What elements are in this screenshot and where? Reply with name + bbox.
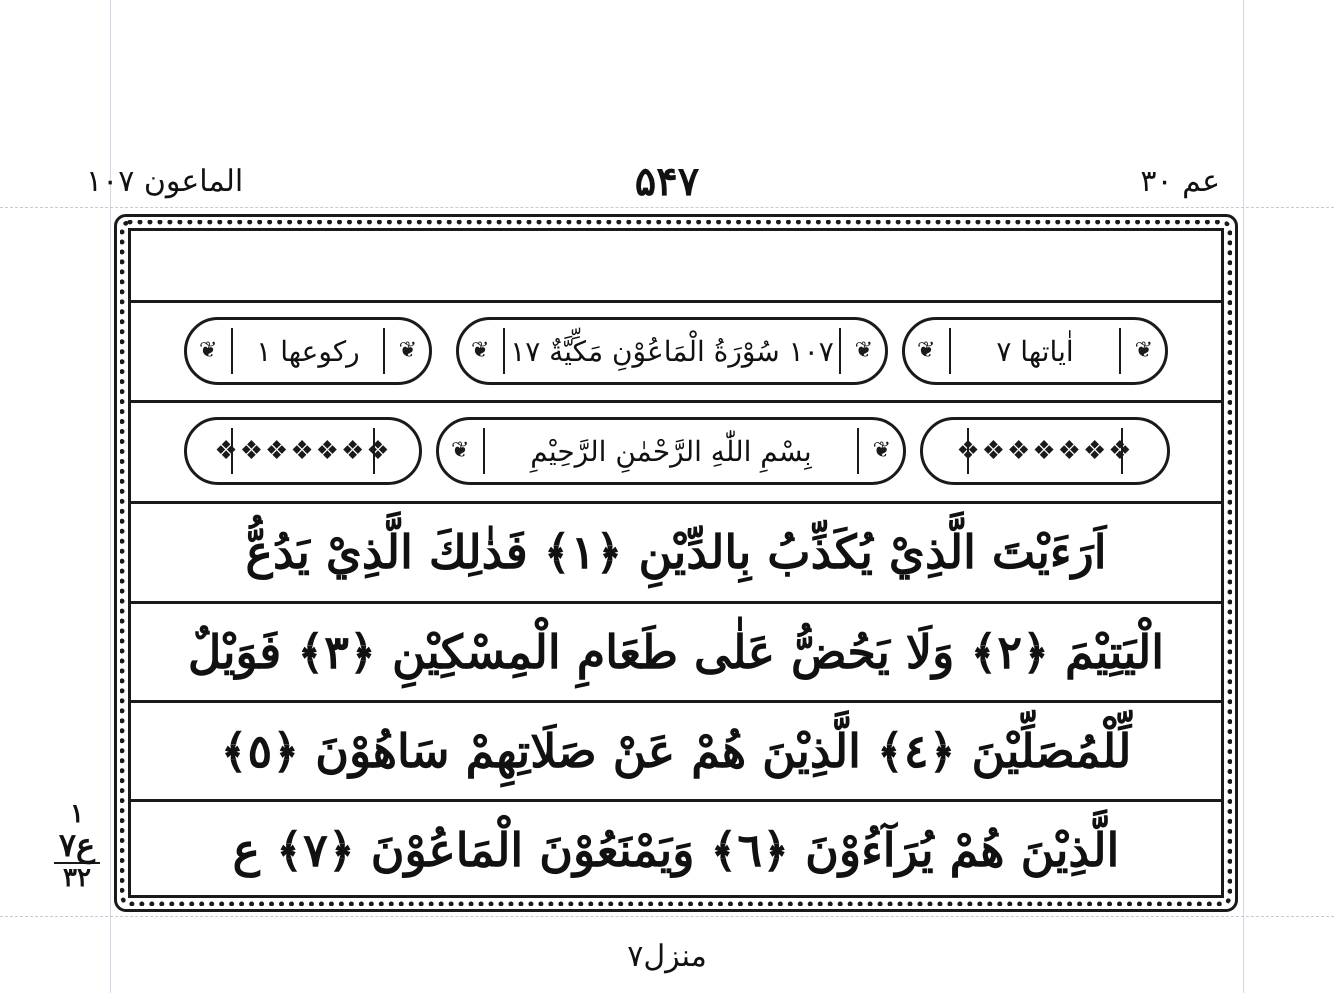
surah-title: ١٠٧ سُوْرَةُ الْمَاعُوْنِ مَكِّيَّةٌ ١٧ <box>510 334 834 368</box>
row-divider <box>128 799 1224 802</box>
margin-guide-top <box>0 207 1334 208</box>
row-divider <box>128 700 1224 703</box>
floral-ornament-icon: ❦ <box>872 438 891 463</box>
page-number: ۵۴۷ <box>634 158 700 205</box>
ruku-marker-bottom-number: ٣٢ <box>54 862 100 892</box>
lattice-ornament-icon: ❖❖❖❖❖❖❖ <box>214 436 392 466</box>
ruku-ayn-symbol <box>48 828 106 862</box>
margin-guide-bottom <box>0 916 1334 917</box>
floral-ornament-icon: ❦ <box>451 438 470 463</box>
header-surah-label: الماعون ١٠٧ <box>86 164 244 199</box>
verse-line-4: الَّذِيْنَ هُمْ يُرَآءُوْنَ ﴿٦﴾ وَيَمْنَعُوْنَ الْمَاعُوْنَ ﴿٧﴾ ع <box>232 823 1120 877</box>
row-divider <box>128 300 1224 303</box>
floral-ornament-icon: ❦ <box>854 338 873 363</box>
manzil-label: منزل٧ <box>627 939 707 974</box>
verse-line-3: لِّلْمُصَلِّيْنَ ﴿٤﴾ الَّذِيْنَ هُمْ عَنْ صَلَاتِهِمْ سَاهُوْنَ ﴿٥﴾ <box>220 724 1132 778</box>
ruku-side-marker <box>48 800 106 910</box>
margin-guide-right <box>1243 0 1244 993</box>
bismillah-text: بِسْمِ اللّٰهِ الرَّحْمٰنِ الرَّحِيْمِ <box>530 434 812 468</box>
ayat-cartouche <box>902 317 1168 385</box>
floral-ornament-icon: ❦ <box>398 338 417 363</box>
ruku-ayn-letter: ع <box>76 826 96 864</box>
verse-line-2: الْيَتِيْمَ ﴿٢﴾ وَلَا يَحُضُّ عَلٰى طَعَامِ الْمِسْكِيْنِ ﴿٣﴾ فَوَيْلٌ <box>187 625 1165 679</box>
margin-guide-left <box>110 0 111 993</box>
surah-title-cartouche <box>456 317 888 385</box>
ruku-label: رکوعھا ١ <box>256 334 360 368</box>
ayat-label: اٰیاتھا ٧ <box>996 334 1074 368</box>
bismillah-cartouche <box>436 417 906 485</box>
ruku-marker-top-number: ١ <box>70 799 84 829</box>
row-divider <box>128 400 1224 403</box>
ruku-marker-middle-number: ٧ <box>58 826 77 864</box>
verse-line-1: اَرَءَيْتَ الَّذِيْ يُكَذِّبُ بِالدِّيْنِ ﴿١﴾ فَذٰلِكَ الَّذِيْ يَدُعُّ <box>245 525 1107 579</box>
floral-ornament-icon: ❦ <box>471 338 490 363</box>
ruku-cartouche <box>184 317 432 385</box>
floral-ornament-icon: ❦ <box>199 338 218 363</box>
row-divider <box>128 501 1224 504</box>
floral-ornament-icon: ❦ <box>1134 338 1153 363</box>
header-juz-label: عم ٣٠ <box>1140 164 1220 199</box>
floral-ornament-icon: ❦ <box>917 338 936 363</box>
lattice-cartouche-right <box>920 417 1170 485</box>
lattice-ornament-icon: ❖❖❖❖❖❖❖ <box>956 436 1134 466</box>
row-divider <box>128 601 1224 604</box>
lattice-cartouche-left <box>184 417 422 485</box>
